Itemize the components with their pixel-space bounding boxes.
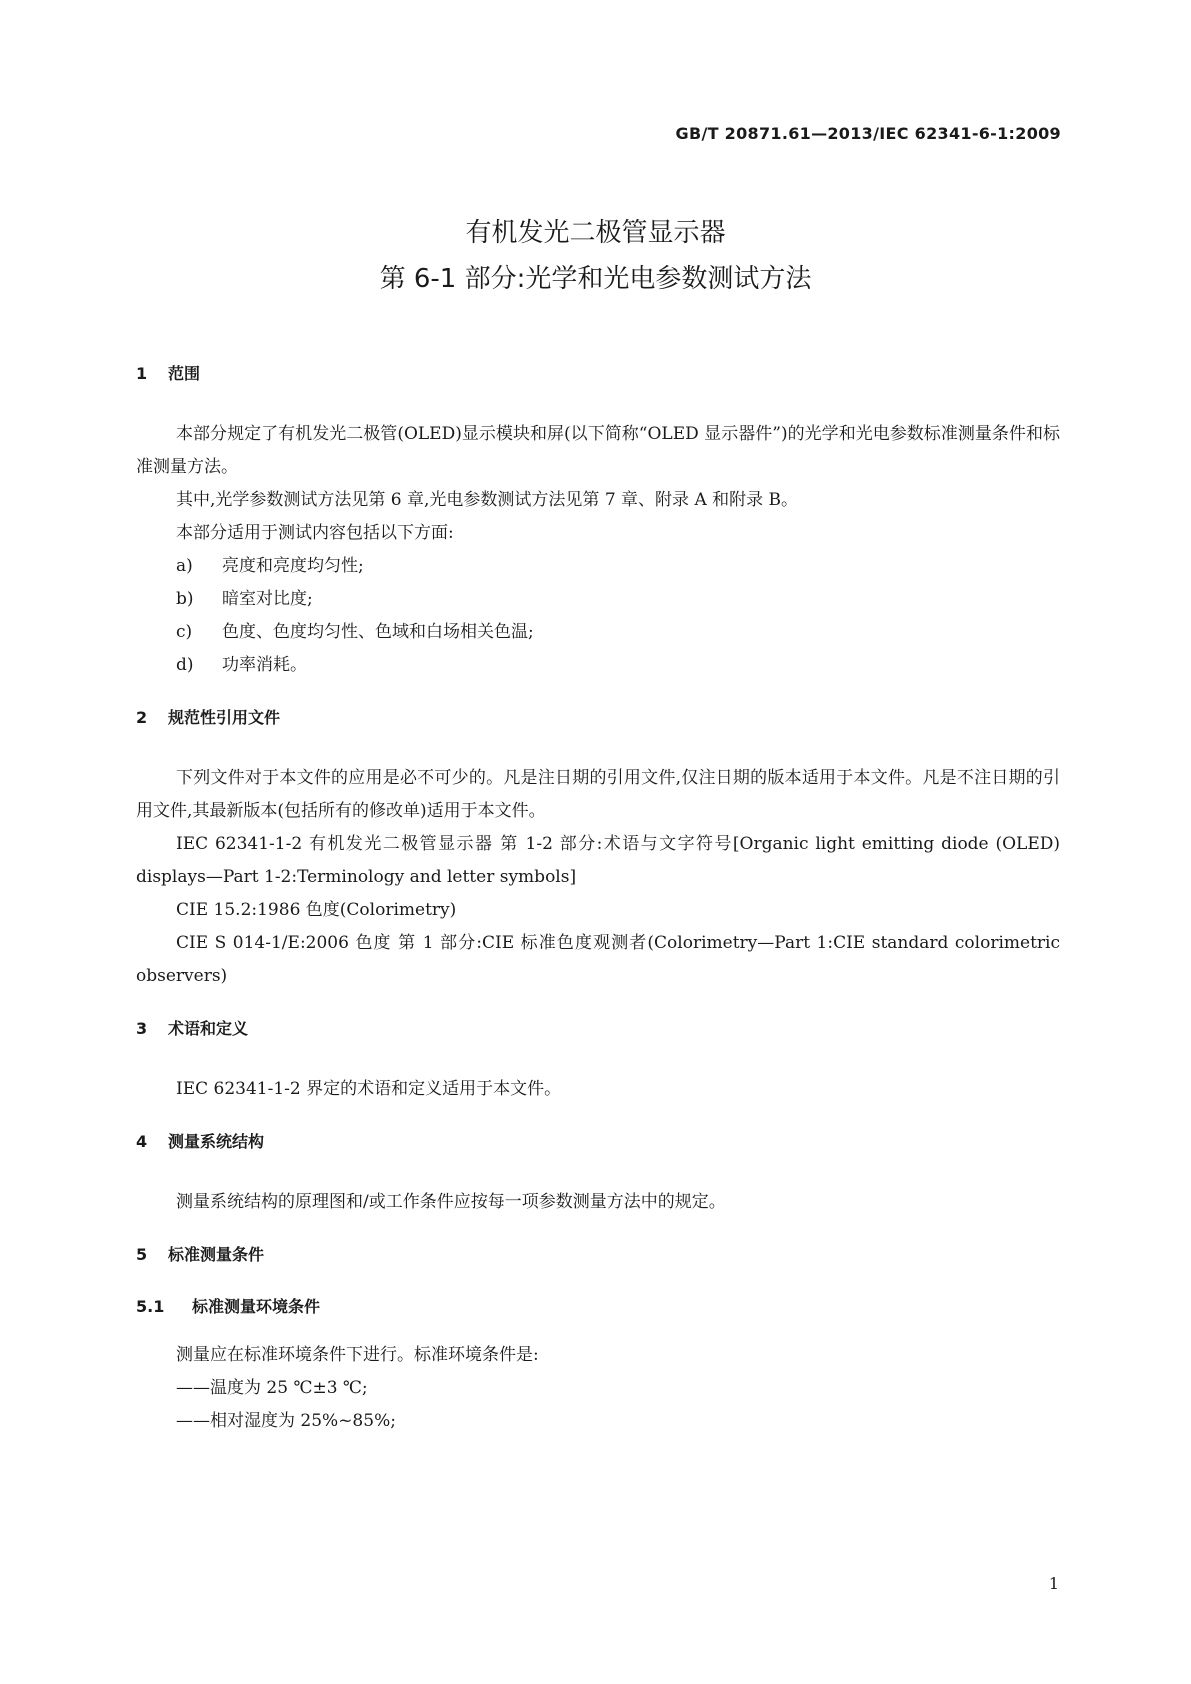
section-number: 2 <box>136 708 148 727</box>
document-body <box>136 360 1060 1438</box>
title-line-2: 第 6-1 部分:光学和光电参数测试方法 <box>379 264 812 294</box>
list-item <box>136 649 1060 682</box>
list-marker: b) <box>176 589 194 609</box>
section-1-heading <box>136 360 1060 388</box>
reference-entry: CIE S 014-1/E:2006 色度 第 1 部分:CIE 标准色度观测者(Colorimetry—Part 1:CIE standard colorimetric observers) <box>136 933 1060 986</box>
section-5-1-heading <box>136 1293 1060 1321</box>
list-text: 亮度和亮度均匀性; <box>222 556 364 576</box>
list-item <box>136 550 1060 583</box>
standard-number-header: GB/T 20871.61—2013/IEC 62341-6-1:2009 <box>675 124 1061 143</box>
section-title: 术语和定义 <box>168 1019 249 1038</box>
document-title <box>0 210 1191 302</box>
list-marker: d) <box>176 655 194 675</box>
list-item <box>136 583 1060 616</box>
list-marker: a) <box>176 556 193 576</box>
paragraph: 本部分规定了有机发光二极管(OLED)显示模块和屏(以下简称“OLED 显示器件”)的光学和光电参数标准测量条件和标准测量方法。 <box>136 424 1060 477</box>
section-3-heading <box>136 1015 1060 1043</box>
section-number: 4 <box>136 1132 148 1151</box>
section-number: 1 <box>136 364 148 383</box>
section-title: 标准测量条件 <box>168 1245 265 1264</box>
section-title: 范围 <box>168 364 201 383</box>
paragraph: 本部分适用于测试内容包括以下方面: <box>176 523 454 543</box>
reference-entry: IEC 62341-1-2 有机发光二极管显示器 第 1-2 部分:术语与文字符号[Organic light emitting diode (OLED) displays—Part 1-2:Terminology and letter symbols] <box>136 834 1060 887</box>
section-5-heading <box>136 1241 1060 1269</box>
section-title: 测量系统结构 <box>168 1132 265 1151</box>
section-number: 5 <box>136 1245 148 1264</box>
paragraph: 测量系统结构的原理图和/或工作条件应按每一项参数测量方法中的规定。 <box>176 1192 726 1212</box>
list-text: 功率消耗。 <box>222 655 307 675</box>
list-item <box>136 616 1060 649</box>
title-line-1: 有机发光二极管显示器 <box>465 218 726 248</box>
reference-entry: CIE 15.2:1986 色度(Colorimetry) <box>176 900 457 920</box>
section-number: 3 <box>136 1019 148 1038</box>
list-text: 暗室对比度; <box>222 589 313 609</box>
paragraph: 测量应在标准环境条件下进行。标准环境条件是: <box>176 1345 539 1365</box>
section-title: 标准测量环境条件 <box>192 1297 321 1316</box>
dash-list-item: ——温度为 25 ℃±3 ℃; <box>176 1378 368 1398</box>
paragraph: 下列文件对于本文件的应用是必不可少的。凡是注日期的引用文件,仅注日期的版本适用于本文件。凡是不注日期的引用文件,其最新版本(包括所有的修改单)适用于本文件。 <box>136 768 1060 821</box>
dash-list-item: ——相对湿度为 25%~85%; <box>176 1411 396 1431</box>
section-4-heading <box>136 1128 1060 1156</box>
list-text: 色度、色度均匀性、色域和白场相关色温; <box>222 622 534 642</box>
paragraph: IEC 62341-1-2 界定的术语和定义适用于本文件。 <box>176 1079 562 1099</box>
paragraph: 其中,光学参数测试方法见第 6 章,光电参数测试方法见第 7 章、附录 A 和附录 B。 <box>176 490 799 510</box>
page-number: 1 <box>1048 1574 1059 1593</box>
section-title: 规范性引用文件 <box>168 708 281 727</box>
section-number: 5.1 <box>136 1297 165 1316</box>
list-marker: c) <box>176 622 193 642</box>
section-2-heading <box>136 704 1060 732</box>
